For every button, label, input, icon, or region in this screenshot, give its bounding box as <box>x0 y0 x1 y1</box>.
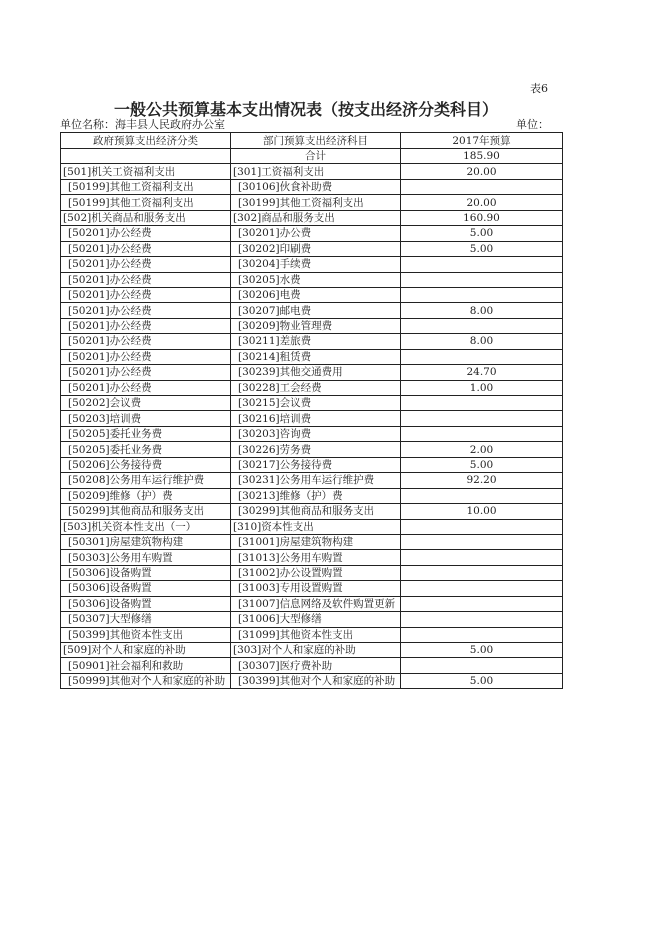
dept-subject-cell: [30205]水费 <box>231 272 401 287</box>
economic-class-cell: [50201]办公经费 <box>61 257 231 272</box>
budget-amount-cell <box>401 550 563 565</box>
economic-class-cell: [50199]其他工资福利支出 <box>61 195 231 210</box>
budget-amount-cell <box>401 488 563 503</box>
table-row <box>61 658 563 673</box>
economic-class-cell: [502]机关商品和服务支出 <box>61 210 231 225</box>
dept-subject-cell: [30299]其他商品和服务支出 <box>231 504 401 519</box>
budget-amount-cell <box>401 627 563 642</box>
economic-class-cell: [50203]培训费 <box>61 411 231 426</box>
table-row <box>61 612 563 627</box>
budget-amount-cell <box>401 272 563 287</box>
dept-subject-cell: [301]工资福利支出 <box>231 164 401 179</box>
economic-class-cell: [50199]其他工资福利支出 <box>61 179 231 194</box>
dept-subject-cell: [30214]租赁费 <box>231 349 401 364</box>
economic-class-cell: [50306]设备购置 <box>61 596 231 611</box>
dept-subject-cell: [30226]劳务费 <box>231 442 401 457</box>
table-row <box>61 457 563 472</box>
economic-class-cell: [50201]办公经费 <box>61 334 231 349</box>
table-row <box>61 596 563 611</box>
budget-amount-cell <box>401 565 563 580</box>
dept-subject-cell: [30211]差旅费 <box>231 334 401 349</box>
table-row <box>61 241 563 256</box>
dept-subject-cell: [30207]邮电费 <box>231 303 401 318</box>
table-row <box>61 272 563 287</box>
budget-amount-cell <box>401 581 563 596</box>
table-row <box>61 519 563 534</box>
economic-class-cell: [50201]办公经费 <box>61 365 231 380</box>
economic-class-cell: [50201]办公经费 <box>61 380 231 395</box>
budget-amount-cell <box>401 349 563 364</box>
header-cell: 政府预算支出经济分类 <box>61 133 231 149</box>
dept-subject-cell: [30217]公务接待费 <box>231 457 401 472</box>
dept-subject-cell: [30204]手续费 <box>231 257 401 272</box>
table-row <box>61 627 563 642</box>
economic-class-cell: [50301]房屋建筑物构建 <box>61 534 231 549</box>
budget-amount-cell <box>401 318 563 333</box>
dept-subject-cell: [31001]房屋建筑物构建 <box>231 534 401 549</box>
table-row <box>61 257 563 272</box>
budget-amount-cell <box>401 519 563 534</box>
table-row <box>61 473 563 488</box>
economic-class-cell: [50303]公务用车购置 <box>61 550 231 565</box>
economic-class-cell <box>61 149 231 164</box>
budget-amount-cell: 1.00 <box>401 380 563 395</box>
economic-class-cell: [50306]设备购置 <box>61 565 231 580</box>
economic-class-cell: [50901]社会福利和救助 <box>61 658 231 673</box>
budget-amount-cell <box>401 179 563 194</box>
table-number: 表6 <box>530 82 548 95</box>
budget-amount-cell: 185.90 <box>401 149 563 164</box>
economic-class-cell: [50306]设备购置 <box>61 581 231 596</box>
budget-amount-cell <box>401 396 563 411</box>
economic-class-cell: [50201]办公经费 <box>61 287 231 302</box>
table-row <box>61 581 563 596</box>
dept-subject-cell: [31002]办公设置购置 <box>231 565 401 580</box>
budget-amount-cell: 8.00 <box>401 303 563 318</box>
budget-amount-cell <box>401 596 563 611</box>
dept-subject-cell: [30231]公务用车运行维护费 <box>231 473 401 488</box>
dept-subject-cell: [30206]电费 <box>231 287 401 302</box>
dept-subject-cell: [30201]办公费 <box>231 226 401 241</box>
economic-class-cell: [50999]其他对个人和家庭的补助 <box>61 673 231 688</box>
dept-subject-cell: [31099]其他资本性支出 <box>231 627 401 642</box>
table-row <box>61 226 563 241</box>
dept-subject-cell: 合计 <box>231 149 401 164</box>
header-row <box>61 133 563 149</box>
header-cell: 2017年预算 <box>401 133 563 149</box>
dept-subject-cell: [30203]咨询费 <box>231 426 401 441</box>
dept-subject-cell: [30239]其他交通费用 <box>231 365 401 380</box>
table-row <box>61 488 563 503</box>
budget-amount-cell: 160.90 <box>401 210 563 225</box>
economic-class-cell: [50201]办公经费 <box>61 272 231 287</box>
budget-amount-cell <box>401 411 563 426</box>
economic-class-cell: [50209]维修（护）费 <box>61 488 231 503</box>
table-row <box>61 179 563 194</box>
table-row <box>61 442 563 457</box>
dept-subject-cell: [303]对个人和家庭的补助 <box>231 643 401 658</box>
dept-subject-cell: [30209]物业管理费 <box>231 318 401 333</box>
table-row <box>61 303 563 318</box>
economic-class-cell: [503]机关资本性支出（一） <box>61 519 231 534</box>
economic-class-cell: [50206]公务接待费 <box>61 457 231 472</box>
budget-amount-cell: 10.00 <box>401 504 563 519</box>
header-cell: 部门预算支出经济科目 <box>231 133 401 149</box>
budget-amount-cell: 24.70 <box>401 365 563 380</box>
budget-amount-cell: 5.00 <box>401 643 563 658</box>
economic-class-cell: [50307]大型修缮 <box>61 612 231 627</box>
table-row <box>61 380 563 395</box>
budget-amount-cell: 2.00 <box>401 442 563 457</box>
economic-class-cell: [50201]办公经费 <box>61 226 231 241</box>
budget-amount-cell <box>401 612 563 627</box>
table-row <box>61 565 563 580</box>
budget-amount-cell: 5.00 <box>401 241 563 256</box>
table-row <box>61 504 563 519</box>
economic-class-cell: [50205]委托业务费 <box>61 426 231 441</box>
table-row <box>61 195 563 210</box>
economic-class-cell: [50299]其他商品和服务支出 <box>61 504 231 519</box>
dept-subject-cell: [30202]印刷费 <box>231 241 401 256</box>
budget-amount-cell <box>401 658 563 673</box>
table-row <box>61 411 563 426</box>
budget-amount-cell <box>401 426 563 441</box>
economic-class-cell: [50399]其他资本性支出 <box>61 627 231 642</box>
dept-subject-cell: [30228]工会经费 <box>231 380 401 395</box>
table-row <box>61 550 563 565</box>
dept-subject-cell: [31003]专用设置购置 <box>231 581 401 596</box>
table-row <box>61 149 563 164</box>
economic-class-cell: [501]机关工资福利支出 <box>61 164 231 179</box>
dept-subject-cell: [31007]信息网络及软件购置更新 <box>231 596 401 611</box>
dept-subject-cell: [302]商品和服务支出 <box>231 210 401 225</box>
dept-subject-cell: [31013]公务用车购置 <box>231 550 401 565</box>
budget-amount-cell <box>401 257 563 272</box>
table-row <box>61 396 563 411</box>
economic-class-cell: [50201]办公经费 <box>61 241 231 256</box>
table-row <box>61 534 563 549</box>
economic-class-cell: [509]对个人和家庭的补助 <box>61 643 231 658</box>
dept-subject-cell: [30106]伙食补助费 <box>231 179 401 194</box>
economic-class-cell: [50201]办公经费 <box>61 318 231 333</box>
economic-class-cell: [50208]公务用车运行维护费 <box>61 473 231 488</box>
dept-subject-cell: [31006]大型修缮 <box>231 612 401 627</box>
unit-label: 单位： <box>516 118 549 131</box>
table-row <box>61 349 563 364</box>
economic-class-cell: [50201]办公经费 <box>61 303 231 318</box>
dept-subject-cell: [310]资本性支出 <box>231 519 401 534</box>
economic-class-cell: [50205]委托业务费 <box>61 442 231 457</box>
table-row <box>61 318 563 333</box>
dept-subject-cell: [30213]维修（护）费 <box>231 488 401 503</box>
title-text: 一般公共预算基本支出情况表（按支出经济分类科目） <box>113 100 498 119</box>
budget-amount-cell: 92.20 <box>401 473 563 488</box>
table-row <box>61 287 563 302</box>
budget-amount-cell: 20.00 <box>401 195 563 210</box>
budget-amount-cell: 8.00 <box>401 334 563 349</box>
budget-amount-cell <box>401 534 563 549</box>
table-row <box>61 673 563 688</box>
table-row <box>61 334 563 349</box>
unit-name: 单位名称：海丰县人民政府办公室 <box>60 118 225 131</box>
dept-subject-cell: [30307]医疗费补助 <box>231 658 401 673</box>
budget-amount-cell <box>401 287 563 302</box>
budget-amount-cell: 5.00 <box>401 457 563 472</box>
economic-class-cell: [50202]会议费 <box>61 396 231 411</box>
dept-subject-cell: [30216]培训费 <box>231 411 401 426</box>
table-row <box>61 365 563 380</box>
table-row <box>61 426 563 441</box>
budget-table <box>60 132 563 689</box>
dept-subject-cell: [30215]会议费 <box>231 396 401 411</box>
budget-amount-cell: 5.00 <box>401 673 563 688</box>
budget-amount-cell: 20.00 <box>401 164 563 179</box>
table-row <box>61 643 563 658</box>
table-row <box>61 210 563 225</box>
dept-subject-cell: [30399]其他对个人和家庭的补助 <box>231 673 401 688</box>
budget-amount-cell: 5.00 <box>401 226 563 241</box>
table-row <box>61 164 563 179</box>
economic-class-cell: [50201]办公经费 <box>61 349 231 364</box>
dept-subject-cell: [30199]其他工资福利支出 <box>231 195 401 210</box>
